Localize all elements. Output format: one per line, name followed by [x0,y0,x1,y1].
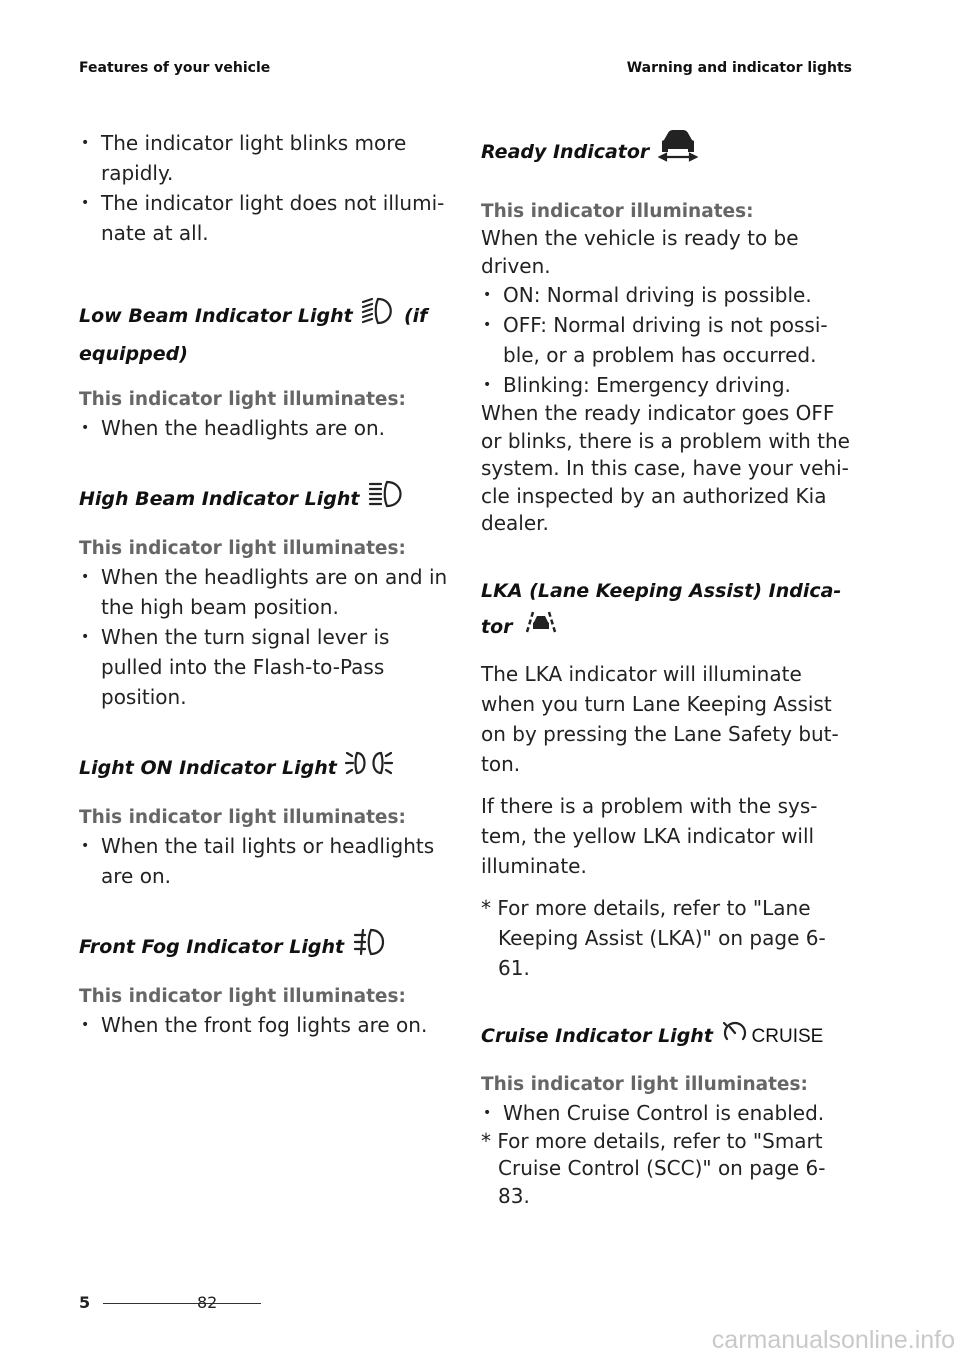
light-on-bullets [79,831,451,891]
section-title-lka: LKA (Lane Keeping Assist) Indica- tor [481,574,853,647]
front-fog-icon [353,927,389,968]
list-item: • When the headlights are on. [79,413,451,443]
list-item: • OFF: Normal driving is not possi- ble, or a problem has occurred. [481,310,853,370]
lka-note: * For more details, refer to "Lane Keeping Assist (LKA)" on page 6- 61. [481,895,826,980]
ready-paragraph: When the ready indicator goes OFF or blinks, there is a problem with the system. In this case, have your vehi- cle inspected by an authorized Kia dealer. [481,401,850,535]
list-item: • When the front fog lights are on. [79,1010,451,1040]
list-item: • When Cruise Control is enabled. [481,1098,853,1128]
left-column [79,128,451,1040]
ready-car-icon [658,128,698,177]
ready-bullets [481,280,853,400]
section-title-front-fog: Front Fog Indicator Light [79,927,451,968]
subheading: This indicator light illuminates: [79,538,406,559]
subheading: This indicator illuminates: [481,201,754,222]
section-title-cruise: Cruise Indicator Light CRUISE [481,1019,853,1054]
tail-light-icon [345,748,399,789]
section-title-light-on: Light ON Indicator Light [79,748,451,789]
list-item: • When the tail lights or headlights are on. [79,831,451,891]
cruise-speedometer-icon [722,1019,748,1054]
ready-intro: When the vehicle is ready to be driven. [481,226,799,278]
cruise-note: * For more details, refer to "Smart Cruise Control (SCC)" on page 6- 83. [481,1128,826,1208]
list-item: • The indicator light does not illumi- nate at all. [79,188,451,248]
high-beam-bullets [79,562,451,712]
watermark: carmanualsonline.info [711,1326,955,1354]
right-column [481,128,853,1210]
high-beam-icon [368,479,408,520]
lka-paragraph-2: If there is a problem with the sys- tem, the yellow LKA indicator will illuminate. [481,793,818,878]
low-beam-bullets [79,413,451,443]
lka-lane-car-icon [521,608,561,647]
page-number: 82 [197,1293,218,1312]
section-title-ready: Ready Indicator [481,128,853,177]
subheading: This indicator light illuminates: [79,807,406,828]
low-beam-icon [361,296,397,337]
lka-paragraph-1: The LKA indicator will illuminate when you turn Lane Keeping Assist on by pressing the Lane Safety but- ton. [481,661,839,776]
list-item: • When the turn signal lever is pulled into the Flash-to-Pass position. [79,622,451,712]
top-bullet-list [79,128,451,248]
list-item: • ON: Normal driving is possible. [481,280,853,310]
footer-rule [103,1303,261,1304]
cruise-label: CRUISE [751,1025,824,1047]
subheading: This indicator light illuminates: [79,389,406,410]
cruise-bullets [481,1098,853,1128]
list-item: • Blinking: Emergency driving. [481,370,853,400]
running-header-left: Features of your vehicle [79,60,271,76]
subheading: This indicator light illuminates: [481,1073,808,1095]
running-header-right: Warning and indicator lights [626,60,852,76]
subheading: This indicator light illuminates: [79,986,406,1007]
section-number: 5 [79,1293,91,1312]
section-title-low-beam: Low Beam Indicator Light (if equipped) [79,296,451,371]
list-item: • When the headlights are on and in the high beam position. [79,562,451,622]
front-fog-bullets [79,1010,451,1040]
section-title-high-beam: High Beam Indicator Light [79,479,451,520]
list-item: • The indicator light blinks more rapidly. [79,128,451,188]
